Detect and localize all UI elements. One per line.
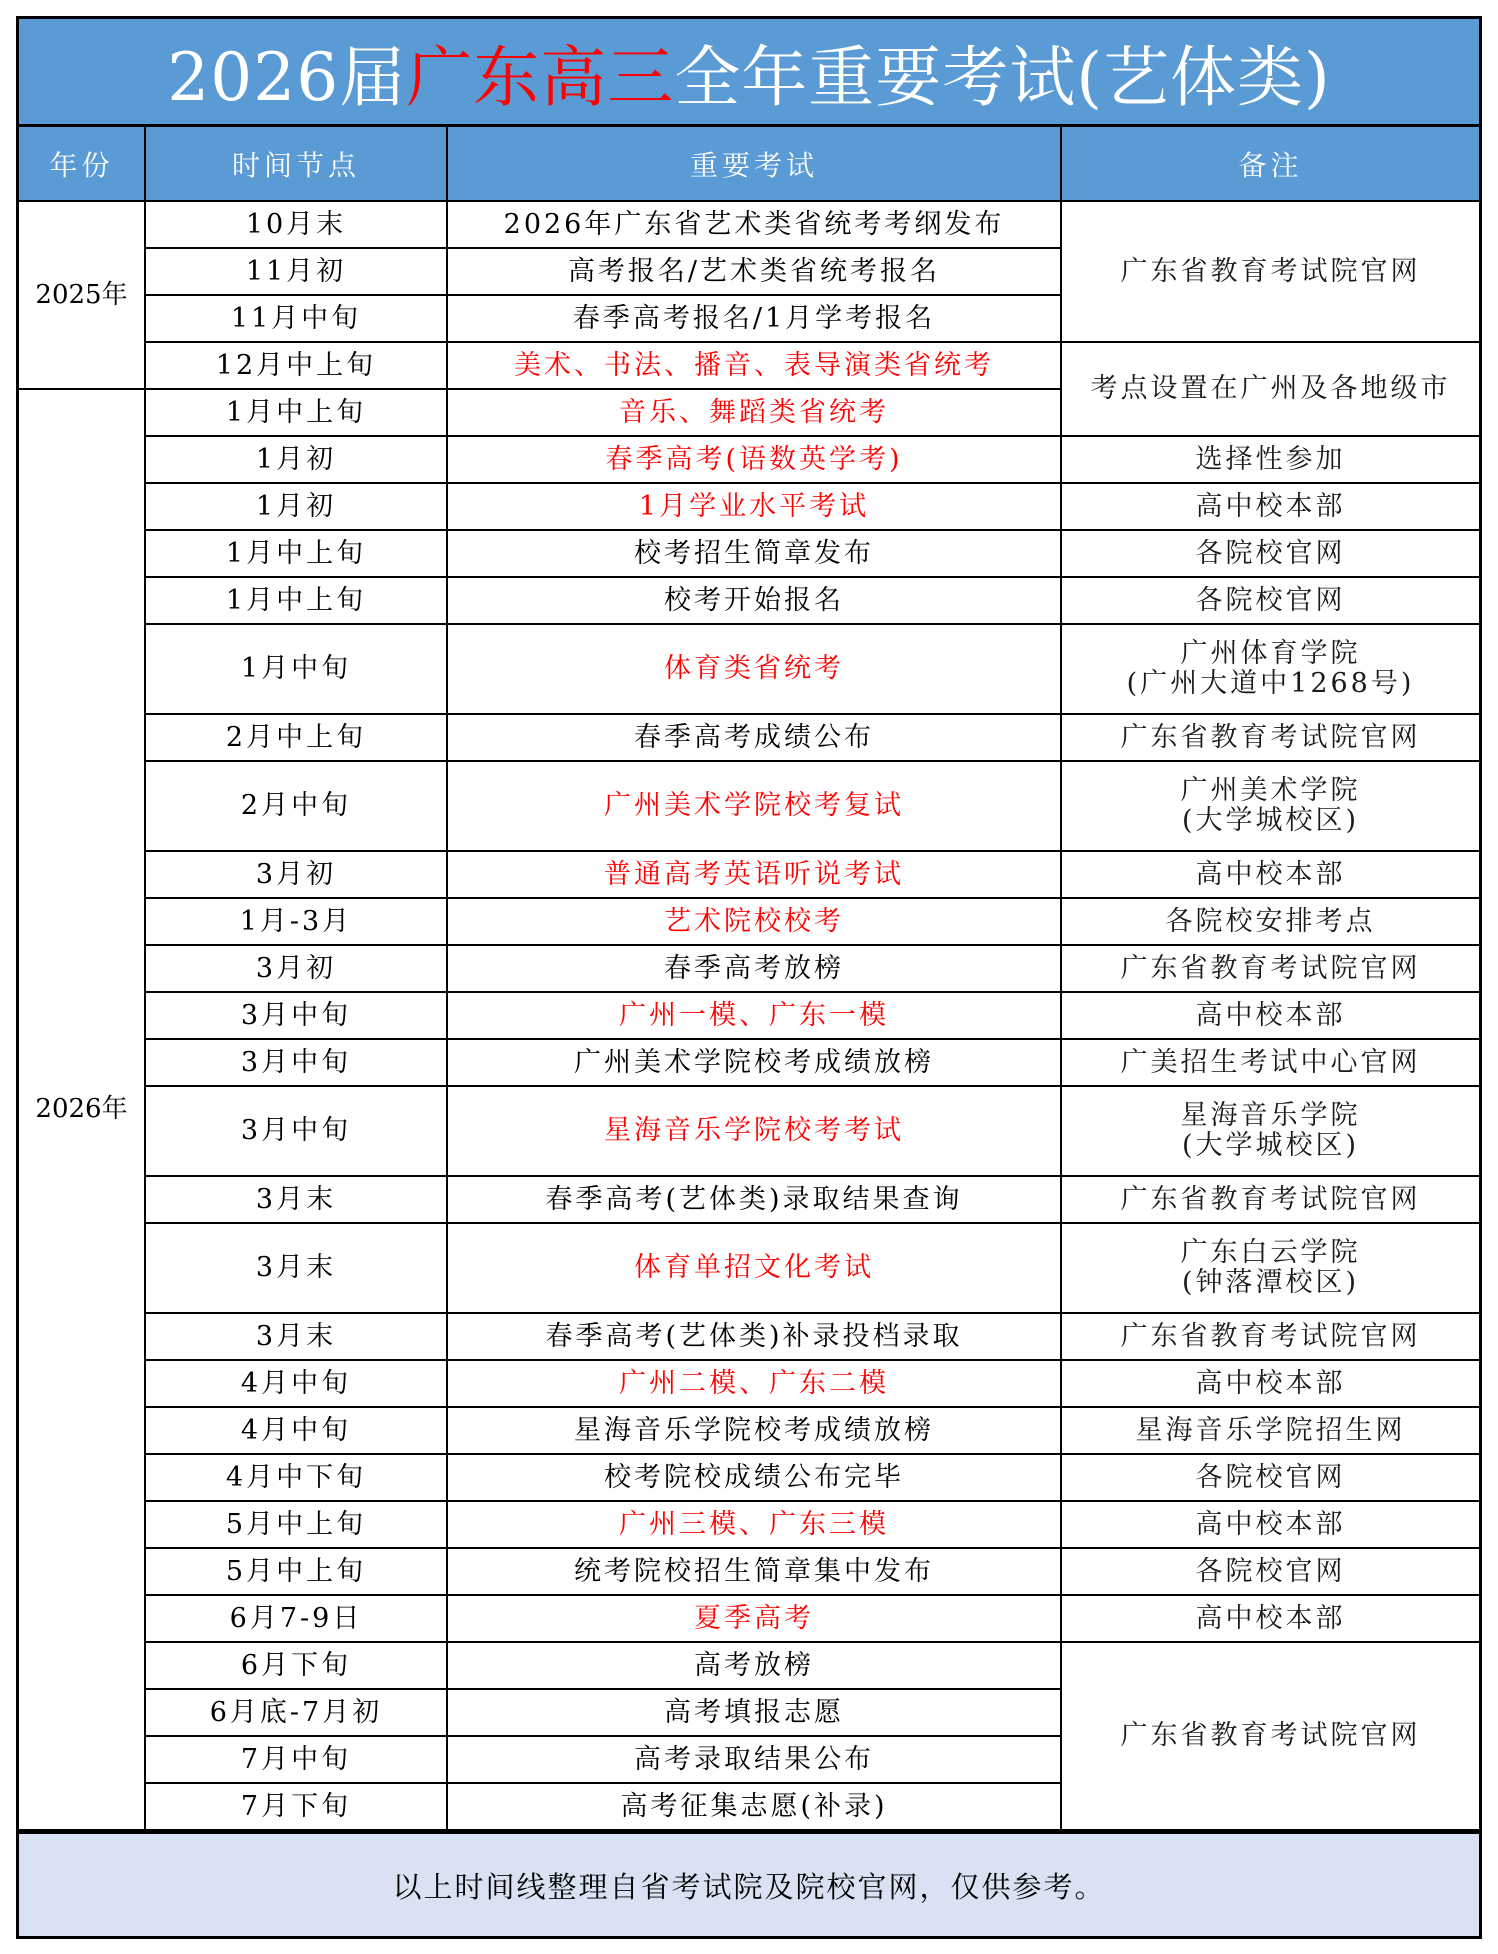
note-line: (广州大道中1268号) xyxy=(1126,668,1415,699)
exam-schedule-sheet xyxy=(16,16,1482,1939)
time-cell: 10月末 xyxy=(145,201,447,248)
exam-cell: 高考征集志愿(补录) xyxy=(447,1783,1061,1830)
note-cell: 各院校官网 xyxy=(1061,577,1479,624)
table-row xyxy=(19,436,1479,483)
table-row xyxy=(19,1548,1479,1595)
note-cell: 广美招生考试中心官网 xyxy=(1061,1039,1479,1086)
time-cell: 6月7-9日 xyxy=(145,1595,447,1642)
note-cell: 高中校本部 xyxy=(1061,1595,1479,1642)
note-cell xyxy=(1061,761,1479,851)
time-cell: 7月中旬 xyxy=(145,1736,447,1783)
time-cell: 7月下旬 xyxy=(145,1783,447,1830)
note-line: (大学城校区) xyxy=(1181,1130,1360,1161)
table-row xyxy=(19,1039,1479,1086)
exam-cell: 春季高考成绩公布 xyxy=(447,714,1061,761)
time-cell: 3月初 xyxy=(145,945,447,992)
exam-cell: 星海音乐学院校考成绩放榜 xyxy=(447,1407,1061,1454)
exam-cell: 艺术院校校考 xyxy=(447,898,1061,945)
table-row xyxy=(19,1407,1479,1454)
table-header-row xyxy=(19,127,1479,201)
table-row xyxy=(19,761,1479,851)
year-cell-2025: 2025年 xyxy=(19,201,145,389)
exam-cell: 星海音乐学院校考考试 xyxy=(447,1086,1061,1176)
time-cell: 3月中旬 xyxy=(145,1039,447,1086)
exam-cell: 广州三模、广东三模 xyxy=(447,1501,1061,1548)
table-row xyxy=(19,577,1479,624)
note-cell: 广东省教育考试院官网 xyxy=(1061,201,1479,342)
time-cell: 6月底-7月初 xyxy=(145,1689,447,1736)
time-cell: 6月下旬 xyxy=(145,1642,447,1689)
time-cell: 4月中下旬 xyxy=(145,1454,447,1501)
note-cell: 高中校本部 xyxy=(1061,992,1479,1039)
table-row xyxy=(19,530,1479,577)
table-row xyxy=(19,342,1479,389)
time-cell: 1月-3月 xyxy=(145,898,447,945)
exam-schedule-table xyxy=(19,127,1479,1831)
exam-cell: 1月学业水平考试 xyxy=(447,483,1061,530)
exam-cell: 体育类省统考 xyxy=(447,624,1061,714)
exam-cell: 广州美术学院校考成绩放榜 xyxy=(447,1039,1061,1086)
exam-cell: 美术、书法、播音、表导演类省统考 xyxy=(447,342,1061,389)
time-cell: 1月中上旬 xyxy=(145,577,447,624)
exam-cell: 广州一模、广东一模 xyxy=(447,992,1061,1039)
exam-cell: 春季高考(语数英学考) xyxy=(447,436,1061,483)
note-cell xyxy=(1061,1086,1479,1176)
exam-cell: 夏季高考 xyxy=(447,1595,1061,1642)
time-cell: 12月中上旬 xyxy=(145,342,447,389)
exam-cell: 春季高考(艺体类)录取结果查询 xyxy=(447,1176,1061,1223)
table-row xyxy=(19,945,1479,992)
table-row xyxy=(19,1176,1479,1223)
note-cell xyxy=(1061,624,1479,714)
exam-cell: 统考院校招生简章集中发布 xyxy=(447,1548,1061,1595)
note-line: 广州美术学院 xyxy=(1180,775,1361,807)
time-cell: 3月中旬 xyxy=(145,1086,447,1176)
table-row xyxy=(19,483,1479,530)
time-cell: 3月末 xyxy=(145,1313,447,1360)
footer-note xyxy=(19,1831,1479,1936)
note-line: (钟落潭校区) xyxy=(1181,1267,1360,1298)
time-cell: 5月中上旬 xyxy=(145,1548,447,1595)
note-cell: 各院校官网 xyxy=(1061,1548,1479,1595)
note-cell: 选择性参加 xyxy=(1061,436,1479,483)
table-row xyxy=(19,201,1479,248)
note-cell: 广东省教育考试院官网 xyxy=(1061,1642,1479,1830)
note-cell: 广东省教育考试院官网 xyxy=(1061,714,1479,761)
time-cell: 1月中上旬 xyxy=(145,530,447,577)
title-suffix: 全年重要考试(艺体类) xyxy=(674,39,1331,116)
time-cell: 11月中旬 xyxy=(145,295,447,342)
time-cell: 3月初 xyxy=(145,851,447,898)
year-cell-2026: 2026年 xyxy=(19,389,145,1830)
exam-cell: 校考招生简章发布 xyxy=(447,530,1061,577)
table-row xyxy=(19,1223,1479,1313)
note-cell: 高中校本部 xyxy=(1061,1360,1479,1407)
time-cell: 3月中旬 xyxy=(145,992,447,1039)
exam-cell: 高考报名/艺术类省统考报名 xyxy=(447,248,1061,295)
note-cell: 广东省教育考试院官网 xyxy=(1061,945,1479,992)
header-note: 备注 xyxy=(1061,127,1479,201)
exam-cell: 普通高考英语听说考试 xyxy=(447,851,1061,898)
time-cell: 4月中旬 xyxy=(145,1407,447,1454)
exam-cell: 广州二模、广东二模 xyxy=(447,1360,1061,1407)
table-row xyxy=(19,1454,1479,1501)
time-cell: 3月末 xyxy=(145,1223,447,1313)
exam-cell: 校考院校成绩公布完毕 xyxy=(447,1454,1061,1501)
note-cell: 考点设置在广州及各地级市 xyxy=(1061,342,1479,436)
table-row xyxy=(19,1313,1479,1360)
table-row xyxy=(19,1086,1479,1176)
table-row xyxy=(19,624,1479,714)
page-title xyxy=(19,19,1479,127)
header-time: 时间节点 xyxy=(145,127,447,201)
note-line: 星海音乐学院 xyxy=(1180,1100,1361,1132)
header-year: 年份 xyxy=(19,127,145,201)
time-cell: 3月末 xyxy=(145,1176,447,1223)
time-cell: 2月中上旬 xyxy=(145,714,447,761)
exam-cell: 音乐、舞蹈类省统考 xyxy=(447,389,1061,436)
time-cell: 2月中旬 xyxy=(145,761,447,851)
note-cell: 广东省教育考试院官网 xyxy=(1061,1176,1479,1223)
note-cell: 高中校本部 xyxy=(1061,483,1479,530)
note-cell: 各院校官网 xyxy=(1061,1454,1479,1501)
table-row xyxy=(19,992,1479,1039)
note-cell: 各院校官网 xyxy=(1061,530,1479,577)
table-row xyxy=(19,851,1479,898)
note-line: (大学城校区) xyxy=(1181,805,1360,836)
table-row xyxy=(19,1360,1479,1407)
note-cell: 星海音乐学院招生网 xyxy=(1061,1407,1479,1454)
time-cell: 1月初 xyxy=(145,436,447,483)
exam-cell: 春季高考放榜 xyxy=(447,945,1061,992)
header-exam: 重要考试 xyxy=(447,127,1061,201)
footer-text: 以上时间线整理自省考试院及院校官网，仅供参考。 xyxy=(392,1869,1106,1904)
note-cell xyxy=(1061,1223,1479,1313)
table-row xyxy=(19,898,1479,945)
time-cell: 4月中旬 xyxy=(145,1360,447,1407)
exam-cell: 广州美术学院校考复试 xyxy=(447,761,1061,851)
exam-cell: 高考录取结果公布 xyxy=(447,1736,1061,1783)
table-row xyxy=(19,1642,1479,1689)
exam-cell: 高考放榜 xyxy=(447,1642,1061,1689)
time-cell: 11月初 xyxy=(145,248,447,295)
table-row xyxy=(19,714,1479,761)
note-cell: 高中校本部 xyxy=(1061,851,1479,898)
time-cell: 1月中旬 xyxy=(145,624,447,714)
note-line: 广东白云学院 xyxy=(1180,1237,1361,1269)
table-row xyxy=(19,1595,1479,1642)
time-cell: 1月中上旬 xyxy=(145,389,447,436)
exam-cell: 2026年广东省艺术类省统考考纲发布 xyxy=(447,201,1061,248)
note-cell: 高中校本部 xyxy=(1061,1501,1479,1548)
note-cell: 广东省教育考试院官网 xyxy=(1061,1313,1479,1360)
table-row xyxy=(19,1501,1479,1548)
exam-cell: 高考填报志愿 xyxy=(447,1689,1061,1736)
note-cell: 各院校安排考点 xyxy=(1061,898,1479,945)
exam-cell: 春季高考报名/1月学考报名 xyxy=(447,295,1061,342)
note-line: 广州体育学院 xyxy=(1180,638,1361,670)
time-cell: 1月初 xyxy=(145,483,447,530)
exam-cell: 校考开始报名 xyxy=(447,577,1061,624)
exam-cell: 春季高考(艺体类)补录投档录取 xyxy=(447,1313,1061,1360)
title-prefix: 2026届 xyxy=(167,39,407,116)
exam-cell: 体育单招文化考试 xyxy=(447,1223,1061,1313)
time-cell: 5月中上旬 xyxy=(145,1501,447,1548)
title-highlight: 广东高三 xyxy=(406,39,675,116)
